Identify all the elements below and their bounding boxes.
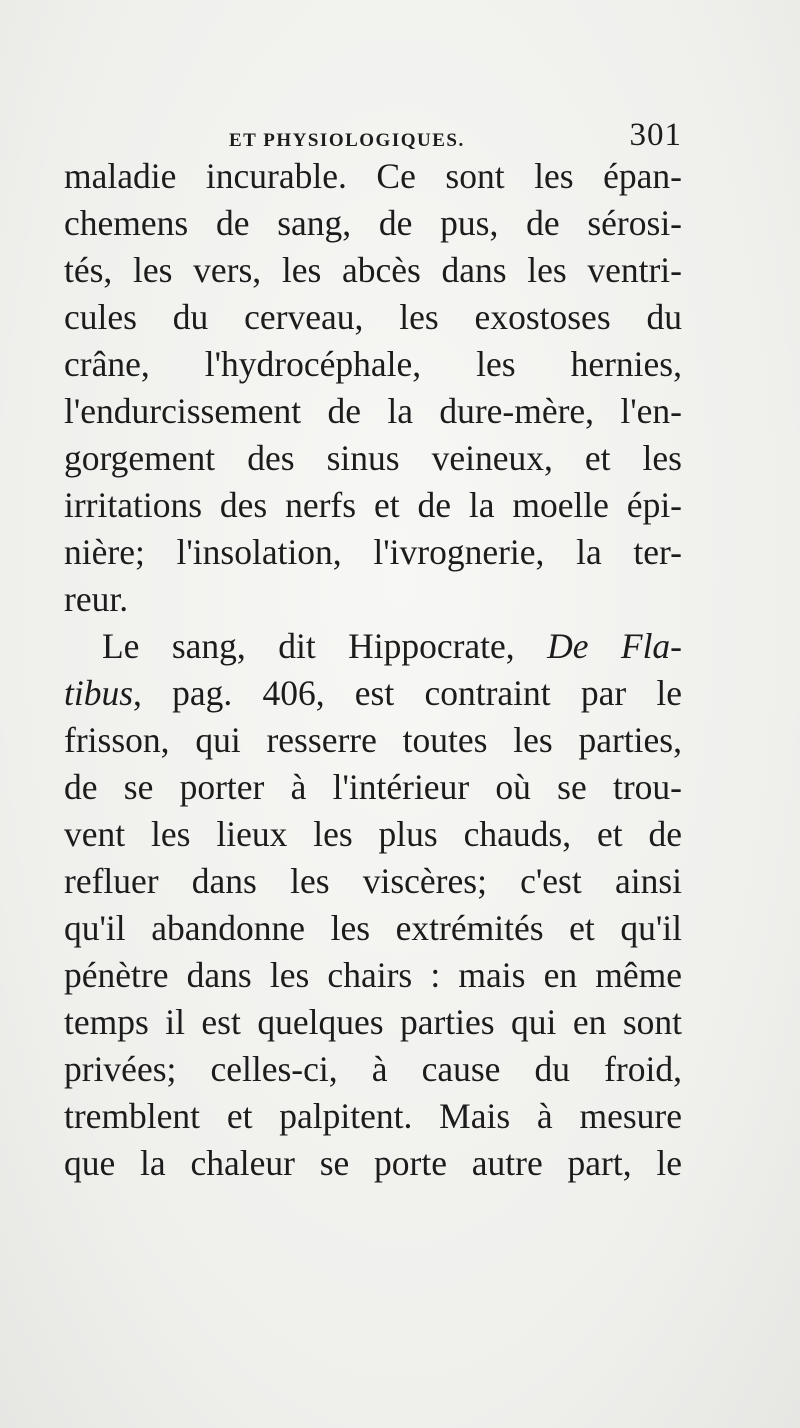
text-line: irritations des nerfs et de la moelle épi-	[64, 485, 682, 525]
text-line: l'endurcissement de la dure-mère, l'en-	[64, 391, 682, 431]
text-line: reur.	[64, 579, 129, 619]
text-line: vent les lieux les plus chauds, et de	[64, 814, 682, 854]
running-head: ET PHYSIOLOGIQUES.	[229, 130, 465, 151]
paragraph-2	[64, 623, 682, 1187]
body-text	[64, 153, 682, 1187]
paragraph-1	[64, 153, 682, 623]
text-line: cules du cerveau, les exostoses du	[64, 297, 682, 337]
text-line: nière; l'insolation, l'ivrognerie, la ter-	[64, 532, 682, 572]
text-run: Le sang, dit Hippocrate,	[102, 626, 548, 666]
italic-title: tibus	[64, 673, 134, 713]
text-line: frisson, qui resserre toutes les parties,	[64, 720, 682, 760]
text-line	[64, 623, 682, 670]
text-line: crâne, l'hydrocéphale, les hernies,	[64, 344, 682, 384]
italic-title: De Fla-	[547, 626, 682, 666]
text-line: pénètre dans les chairs : mais en même	[64, 955, 682, 995]
text-line: tés, les vers, les abcès dans les ventri-	[64, 250, 682, 290]
text-line: de se porter à l'intérieur où se trou-	[64, 767, 682, 807]
text-line: qu'il abandonne les extrémités et qu'il	[64, 908, 682, 948]
text-line: que la chaleur se porte autre part, le	[64, 1143, 682, 1183]
text-line: tremblent et palpitent. Mais à mesure	[64, 1096, 682, 1136]
text-line	[64, 670, 682, 717]
text-line: chemens de sang, de pus, de sérosi-	[64, 203, 682, 243]
page-number: 301	[629, 117, 682, 153]
text-line: privées; celles-ci, à cause du froid,	[64, 1049, 682, 1089]
text-line: refluer dans les viscères; c'est ainsi	[64, 861, 682, 901]
text-line: maladie incurable. Ce sont les épan-	[64, 156, 682, 196]
text-line: temps il est quelques parties qui en sont	[64, 1002, 682, 1042]
text-line: gorgement des sinus veineux, et les	[64, 438, 682, 478]
text-run: , pag. 406, est contraint par le	[133, 673, 682, 713]
